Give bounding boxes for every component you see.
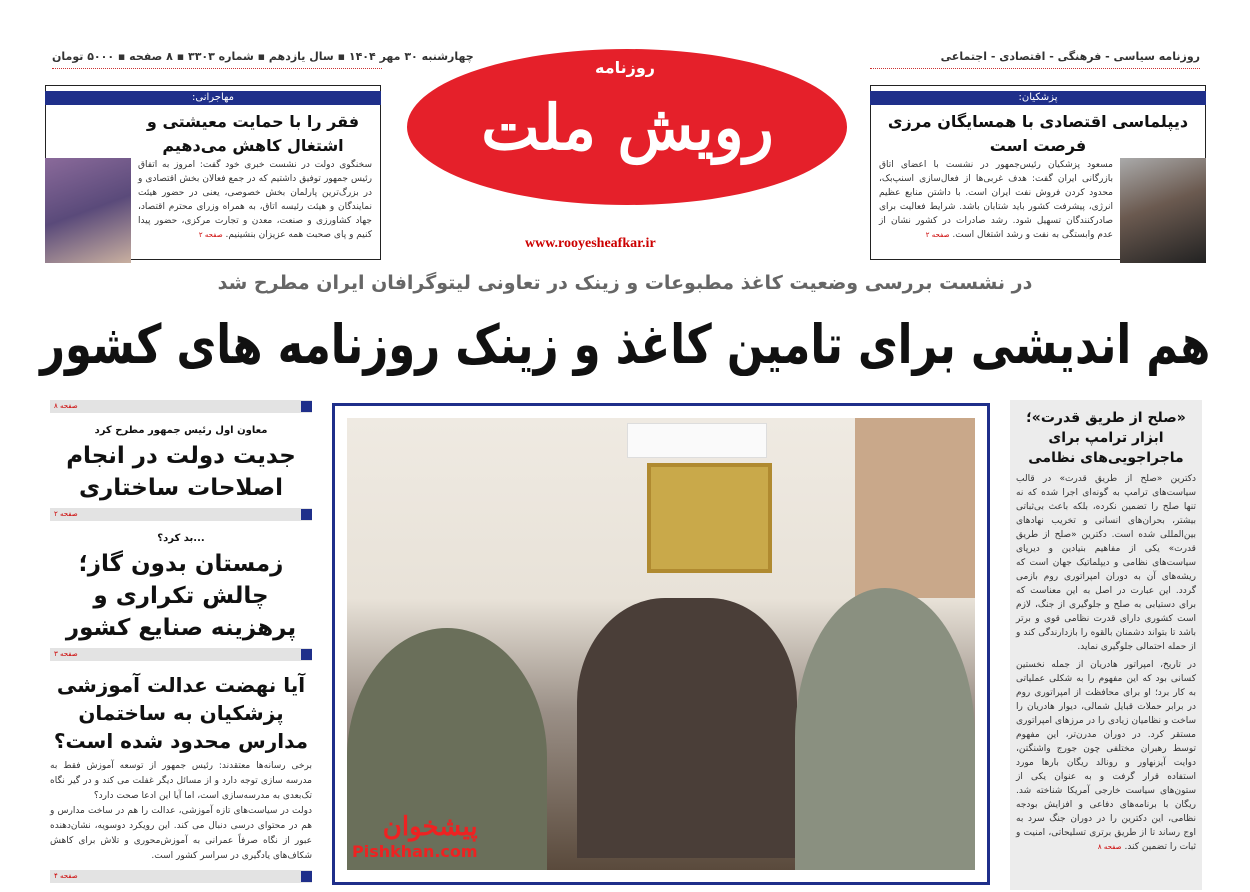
watermark: پیشخوان Pishkhan.com xyxy=(352,812,478,861)
page-ref: صفحه ۸ xyxy=(50,400,312,413)
page-ref: صفحه ۲ xyxy=(50,508,312,521)
teaser-title: فقر را با حمایت معیشتی و اشتغال کاهش می‌دهیم xyxy=(146,112,360,155)
curtain xyxy=(855,418,975,598)
story-title[interactable]: جدیت دولت در انجام اصلاحات ساختاری xyxy=(66,443,296,501)
right-column xyxy=(1010,400,1202,890)
table xyxy=(577,598,797,858)
logo-small: روزنامه xyxy=(595,58,655,77)
left-column xyxy=(50,400,312,883)
air-conditioner xyxy=(627,423,767,458)
subheadline: در نشست بررسی وضعیت کاغذ مطبوعات و زینک در تعاونی لیتوگرافان ایران مطرح شد xyxy=(217,272,1033,294)
square-bullet-icon xyxy=(301,401,312,412)
story-body: برخی رسانه‌ها معتقدند: رئیس جمهور از توسعه آموزش فقط به مدرسه سازی توجه دارد و از مسائل دیگر غفلت می کند و در گیر نگاه تک‌بعدی به مدرسه‌سازی است، اما آیا این ادعا صحت دارد؟ xyxy=(50,761,312,801)
divider xyxy=(52,68,382,69)
story-body: دکترین «صلح از طریق قدرت» در قالب سیاست‌های ترامپ به گونه‌ای اجرا شده که نه تنها صلح را تضمین نکرده، بلکه باعث بی‌ثباتی بیشتر، بحران‌های انسانی و تخریب نهادهای بین‌المللی شده است. دکترین «صلح از طریق قدرت» یکی از مفاهیم بنیادین و دیرپای سیاست‌های نظامی و دیپلماتیک جهان است که ریشه‌های آن به دوران امپراتوری روم بازمی گردد. این عبارت در اصل به این معناست که برای دستیابی به صلح و جلوگیری از جنگ، لازم است کشوری دارای قدرت نظامی قوی و برتر باشد تا بتواند دشمنان بالقوه را بازدارندگی کند و از حمله احتمالی جلوگیری نماید. xyxy=(1016,474,1196,652)
wall-frame xyxy=(647,463,772,573)
story-title[interactable]: آیا نهضت عدالت آموزشی پزشکیان به ساختمان مدارس محدود شده است؟ xyxy=(53,673,309,753)
teaser-body: مسعود پزشکیان رئیس‌جمهور در نشست با اعضای اتاق بازرگانی ایران گفت: هدف غربی‌ها از فعال‌سازی اسنپ‌بک، محدود کردن فروش نفت ایران است. با داشتن منابع عظیم انرژی، پیشرفت کشور باید شتابان باشد. شرایط فعالیت برای صادرکنندگان تسهیل شود. رشد صادرات در کشور نشان از عدم وابستگی به نفت و رشد اشتغال است. صفحه ۲ xyxy=(879,160,1113,240)
website-link[interactable]: www.rooyesheafkar.ir xyxy=(525,236,656,251)
main-headline[interactable]: هم اندیشی برای تامین کاغذ و زینک روزنامه های کشور xyxy=(39,313,1210,376)
story-body: دولت در سیاست‌های تازه آموزشی، عدالت را هم در ساخت مدارس و هم در محتوای درسی دنبال می کند. این رویکرد دوسویه، نشان‌دهنده عبور از نگاه صرفاً عمرانی به آموزش‌محوری و تلاش برای کاهش شکاف‌های یادگیری در سراسر کشور است. xyxy=(50,806,312,861)
dateline: چهارشنبه ۳۰ مهر ۱۴۰۴ ▪ سال یازدهم ▪ شماره ۳۳۰۳ ▪ ۸ صفحه ▪ ۵۰۰۰ تومان xyxy=(52,50,474,63)
headline-container xyxy=(40,312,1210,382)
teaser-body: سخنگوی دولت در نشست خبری خود گفت: امروز به اتفاق رئیس جمهور توفیق داشتیم که در جمع فعالان بخش اقتصادی و در بزرگ‌ترین پارلمان بخش خصوصی، یعنی در حضور هیئت نمایندگان و هیئت رئیسه اتاق، به همراه وزرای محترم اقتصاد، جهاد کشاورزی و صنعت، معدن و تجارت مرکزی، حضور پیدا کنیم و پای صحبت همه عزیزان بنشینیم. صفحه ۲ xyxy=(138,160,372,240)
kicker: ...بد کرد؟ xyxy=(157,533,205,544)
divider xyxy=(870,68,1200,69)
portrait-photo xyxy=(1120,158,1206,263)
page-ref: صفحه ۳ xyxy=(50,648,312,661)
kicker: مهاجرانی: xyxy=(45,91,381,105)
page-ref: صفحه ۴ xyxy=(50,870,312,883)
story-title[interactable]: زمستان بدون گاز؛ چالش تکراری و پرهزینه صنایع کشور xyxy=(65,551,297,641)
square-bullet-icon xyxy=(301,649,312,660)
newspaper-logo[interactable] xyxy=(405,42,850,212)
left-teaser-box[interactable] xyxy=(45,85,381,260)
square-bullet-icon xyxy=(301,509,312,520)
kicker: پزشکیان: xyxy=(870,91,1206,105)
meeting-photo xyxy=(347,418,975,870)
square-bullet-icon xyxy=(301,871,312,882)
people-right xyxy=(795,588,975,870)
story-body: در تاریخ، امپراتور هادریان از جمله نخستین کسانی بود که این مفهوم را به شکلی عملیاتی به کار برد؛ او برای محافظت از امپراتوری روم در برابر حملات قبایل شمالی، دیوار هادریان را ساخت و نظامیان زیادی را در مرزهای امپراتوری مستقر کرد. در دوران مدرن‌تر، این مفهوم توسط رهبران مختلفی چون جورج واشنگتن، دوایت آیزنهاور و رونالد ریگان بارها مورد استفاده قرار گرفت و به عنوان یکی از ستون‌های سیاست خارجی آمریکا شناخته شد. ریگان با برنامه‌های دفاعی و افزایش بودجه نظامی، این دکترین را در دوران جنگ سرد به اوج رساند تا از طریق برتری تسلیحاتی، امنیت و ثبات را تضمین کند. صفحه ۸ xyxy=(1016,660,1196,852)
portrait-photo xyxy=(45,158,131,263)
story-title[interactable]: «صلح از طریق قدرت»؛ ابزار ترامپ برای ماجراجویی‌های نظامی xyxy=(1026,410,1186,466)
right-teaser-box[interactable] xyxy=(870,85,1206,260)
teaser-title: دیپلماسی اقتصادی با همسایگان مرزی فرصت است xyxy=(887,112,1189,155)
kicker: معاون اول رئیس جمهور مطرح کرد xyxy=(94,425,268,436)
logo-text: رویش ملت xyxy=(481,91,774,164)
tagline: روزنامه سیاسی - فرهنگی - اقتصادی - اجتماعی xyxy=(940,50,1200,63)
